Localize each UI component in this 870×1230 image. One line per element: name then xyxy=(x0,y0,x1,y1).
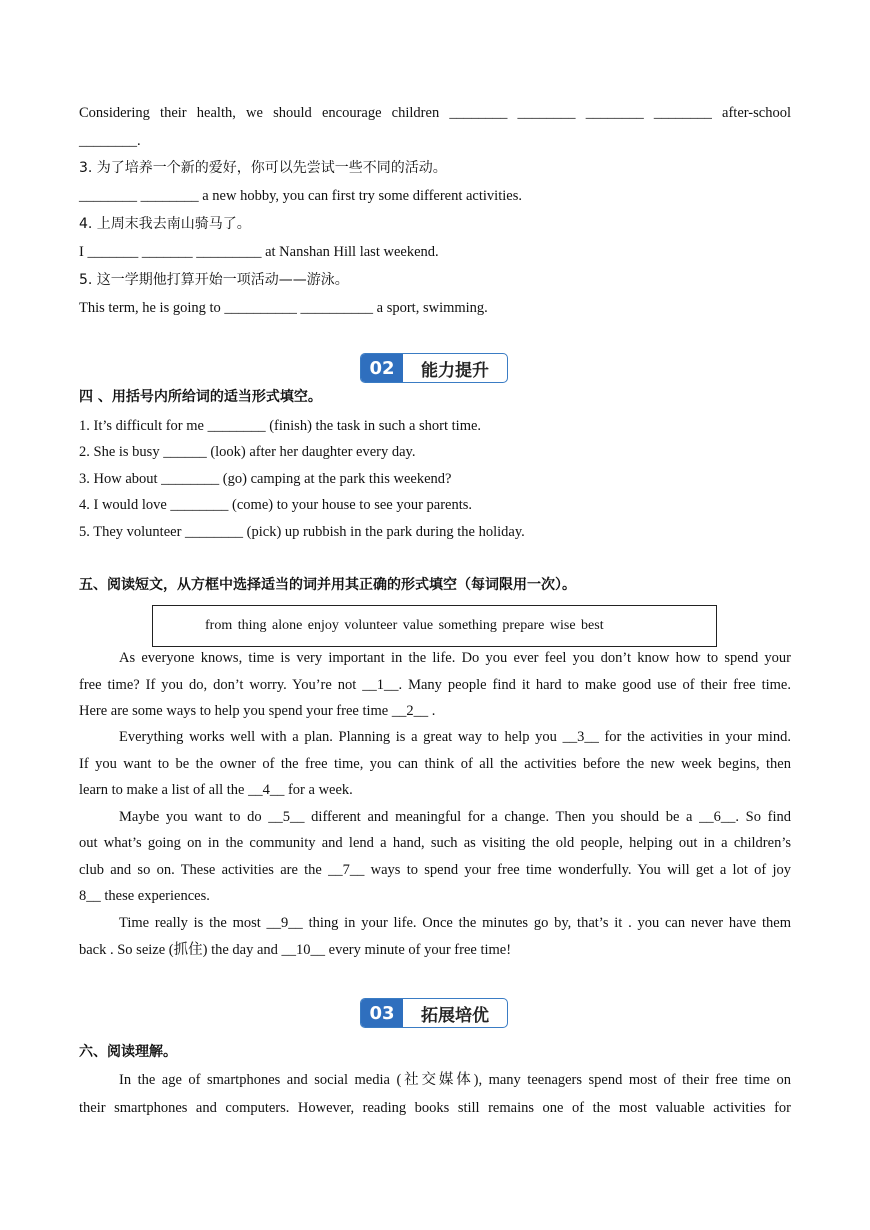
part4-heading: 四 、用括号内所给词的适当形式填空。 xyxy=(79,389,322,405)
word-box-text: from thing alone enjoy volunteer value something prepare wise best xyxy=(205,618,604,633)
part4-item-4: 4. I would love ________ (come) to your house to see your parents. xyxy=(79,497,473,513)
passage-line: learn to make a list of all the __4__ for a week. xyxy=(79,782,353,798)
reading-line: In the age of smartphones and social media (社交媒体), many teenagers spend most of their free time on xyxy=(119,1072,791,1088)
q3-chinese: 3. 为了培养一个新的爱好，你可以先尝试一些不同的活动。 xyxy=(79,160,447,176)
section-badge-02 xyxy=(360,353,508,383)
passage-line: As everyone knows, time is very important in the life. Do you ever feel you don’t know how to spend your xyxy=(119,650,791,666)
badge-title: 拓展培优 xyxy=(421,1005,489,1026)
passage-line: 8__ these experiences. xyxy=(79,888,210,904)
passage-line: club and so on. These activities are the __7__ ways to spend your free time wonderfully. You will get a lot of joy xyxy=(79,862,791,878)
passage-line: out what’s going on in the community and lend a hand, such as visiting the old people, helping out in a children’s xyxy=(79,835,791,851)
badge-number: 03 xyxy=(361,999,403,1027)
badge-number: 02 xyxy=(361,354,403,382)
section-badge-03 xyxy=(360,998,508,1028)
reading-line: their smartphones and computers. However, reading books still remains one of the most valuable activities for xyxy=(79,1100,791,1116)
q4-chinese: 4. 上周末我去南山骑马了。 xyxy=(79,216,251,232)
passage-line: Here are some ways to help you spend your free time __2__ . xyxy=(79,703,436,719)
passage-line: Maybe you want to do __5__ different and meaningful for a change. Then you should be a __6__. So find xyxy=(119,809,791,825)
word-box xyxy=(152,605,717,647)
q3-english: ________ ________ a new hobby, you can first try some different activities. xyxy=(79,188,522,204)
q2-line-2: ________. xyxy=(79,133,141,149)
part4-item-2: 2. She is busy ______ (look) after her daughter every day. xyxy=(79,444,416,460)
part4-item-1: 1. It’s difficult for me ________ (finish) the task in such a short time. xyxy=(79,418,482,434)
part4-item-5: 5. They volunteer ________ (pick) up rubbish in the park during the holiday. xyxy=(79,524,525,540)
q5-chinese: 5. 这一学期他打算开始一项活动——游泳。 xyxy=(79,272,349,288)
q4-english: I _______ _______ _________ at Nanshan Hill last weekend. xyxy=(79,244,439,260)
q2-line-1: Considering their health, we should encourage children ________ ________ ________ ________ after-school xyxy=(79,105,791,121)
passage-line: If you want to be the owner of the free time, you can think of all the activities before the new week begins, then xyxy=(79,756,791,772)
passage-line: Everything works well with a plan. Planning is a great way to help you __3__ for the activities in your mind. xyxy=(119,729,791,745)
part5-heading: 五、阅读短文，从方框中选择适当的词并用其正确的形式填空（每词限用一次）。 xyxy=(79,577,576,593)
passage-line: back . So seize (抓住) the day and __10__ every minute of your free time! xyxy=(79,942,512,958)
badge-title: 能力提升 xyxy=(421,360,489,381)
passage-line: Time really is the most __9__ thing in your life. Once the minutes go by, that’s it . you can never have them xyxy=(119,915,791,931)
passage-line: free time? If you do, don’t worry. You’re not __1__. Many people find it hard to make good use of their free time. xyxy=(79,677,791,693)
part4-item-3: 3. How about ________ (go) camping at the park this weekend? xyxy=(79,471,452,487)
q5-english: This term, he is going to __________ __________ a sport, swimming. xyxy=(79,300,488,316)
part6-heading: 六、阅读理解。 xyxy=(79,1044,177,1060)
